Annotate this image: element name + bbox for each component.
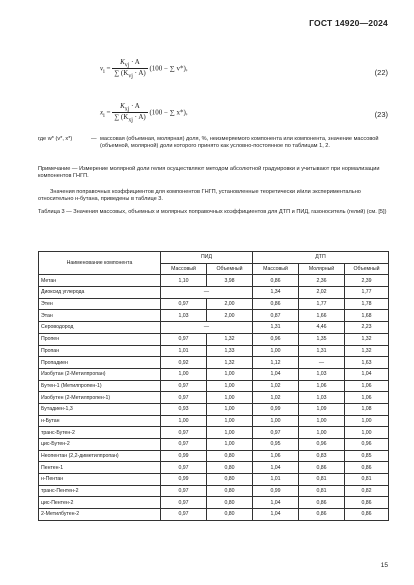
cell-name: цис-Бутен-2 bbox=[39, 439, 161, 451]
cell-dtp_v: 1,00 bbox=[345, 415, 389, 427]
cell-dtp_m: 1,04 bbox=[253, 462, 299, 474]
cell-pid_v: 0,80 bbox=[207, 485, 253, 497]
cell-name: цис-Пентен-2 bbox=[39, 497, 161, 509]
cell-pid_m: 1,00 bbox=[161, 368, 207, 380]
eq22-fraction: $\frac{K_{vj} \cdot A}{\sum (K_{vj} \cdot A)}$ bbox=[114, 58, 146, 80]
cell-dtp_v: 1,68 bbox=[345, 310, 389, 322]
cell-name: транс-Пентен-2 bbox=[39, 485, 161, 497]
cell-dtp_v: 2,23 bbox=[345, 322, 389, 334]
cell-name: Пропадиен bbox=[39, 357, 161, 369]
cell-pid_m: 0,99 bbox=[161, 450, 207, 462]
table-row bbox=[39, 474, 389, 486]
cell-dtp_m: 1,00 bbox=[253, 415, 299, 427]
cell-dtp_mol: 0,83 bbox=[299, 450, 345, 462]
eq22-den-tail: · A bbox=[132, 69, 144, 78]
cell-dtp_mol: 1,06 bbox=[299, 380, 345, 392]
cell-dtp_mol: 1,00 bbox=[299, 427, 345, 439]
table-caption: Таблица 3 — Значения массовых, объемных и молярных поправочных коэффициентов для ДТП и ПИД, газоноситель (гелий) (см. [5]) bbox=[38, 209, 387, 215]
table-row bbox=[39, 333, 389, 345]
table-row bbox=[39, 322, 389, 334]
standard-header: ГОСТ 14920—2024 bbox=[309, 18, 388, 28]
cell-dtp_mol: 1,03 bbox=[299, 392, 345, 404]
table-row bbox=[39, 298, 389, 310]
eq23-den-sum: ∑ (K bbox=[114, 113, 129, 122]
cell-dtp_mol: 1,09 bbox=[299, 403, 345, 415]
sub-header-dtp-mass: Массовый bbox=[253, 263, 299, 275]
cell-dtp_m: 1,34 bbox=[253, 287, 299, 299]
sub-header-dtp-molar: Молярный bbox=[299, 263, 345, 275]
col-header-pid: ПИД bbox=[161, 252, 253, 264]
cell-dtp_m: 1,02 bbox=[253, 380, 299, 392]
table-row bbox=[39, 345, 389, 357]
cell-pid_m: 0,97 bbox=[161, 392, 207, 404]
cell-pid_v: 1,00 bbox=[207, 427, 253, 439]
eq22-num-tail: · A bbox=[129, 58, 140, 66]
cell-dtp_v: 0,85 bbox=[345, 450, 389, 462]
cell-pid_m: 0,97 bbox=[161, 497, 207, 509]
table-row bbox=[39, 368, 389, 380]
equation-23: $x_i$ = $\frac{K_{xj} \cdot A}{\sum (K_{xj} \cdot A)}$ (100 − ∑ x*), bbox=[100, 102, 188, 124]
cell-pid_v: 2,00 bbox=[207, 310, 253, 322]
note-paragraph: Примечание — Измерение молярной доли гелия осуществляют методом абсолютной градуировки и учитывают при нормализации компонентов ГНГП. bbox=[38, 166, 380, 180]
cell-dtp_mol: 1,66 bbox=[299, 310, 345, 322]
table-row bbox=[39, 287, 389, 299]
table-row bbox=[39, 450, 389, 462]
cell-name: Этен bbox=[39, 298, 161, 310]
cell-pid_v: 1,00 bbox=[207, 392, 253, 404]
cell-dtp_v: 0,86 bbox=[345, 497, 389, 509]
cell-dtp_v: 1,08 bbox=[345, 403, 389, 415]
table-row bbox=[39, 380, 389, 392]
coefficients-table bbox=[38, 251, 389, 521]
cell-dtp_m: 0,87 bbox=[253, 310, 299, 322]
cell-dtp_v: 1,32 bbox=[345, 345, 389, 357]
cell-dtp_m: 1,06 bbox=[253, 450, 299, 462]
cell-pid_v: 1,00 bbox=[207, 403, 253, 415]
cell-name: Этан bbox=[39, 310, 161, 322]
cell-pid_v: 1,00 bbox=[207, 439, 253, 451]
eq23-num-sub: xj bbox=[124, 106, 130, 113]
cell-name: Пентен-1 bbox=[39, 462, 161, 474]
cell-dtp_v: 1,06 bbox=[345, 392, 389, 404]
eq22-num-sub: vj bbox=[124, 62, 130, 69]
cell-pid_m: 0,97 bbox=[161, 298, 207, 310]
cell-dtp_v: 0,82 bbox=[345, 485, 389, 497]
eq23-fraction: $\frac{K_{xj} \cdot A}{\sum (K_{xj} \cdot A)}$ bbox=[114, 102, 146, 124]
cell-dtp_m: 0,99 bbox=[253, 485, 299, 497]
cell-pid_m: 0,97 bbox=[161, 380, 207, 392]
cell-pid_m: 0,97 bbox=[161, 462, 207, 474]
table-row bbox=[39, 275, 389, 287]
cell-name: н-Бутан bbox=[39, 415, 161, 427]
cell-dtp_m: 1,12 bbox=[253, 357, 299, 369]
col-header-name: Наименование компонента bbox=[39, 252, 161, 275]
cell-dtp_v: 1,77 bbox=[345, 287, 389, 299]
eq23-den-tail: · A bbox=[132, 113, 144, 122]
cell-dtp_mol: 1,31 bbox=[299, 345, 345, 357]
cell-pid_v: 0,80 bbox=[207, 450, 253, 462]
cell-dtp_mol: 2,36 bbox=[299, 275, 345, 287]
table-row bbox=[39, 462, 389, 474]
cell-dtp_mol: 1,03 bbox=[299, 368, 345, 380]
cell-dtp_m: 1,04 bbox=[253, 497, 299, 509]
cell-dtp_v: 1,78 bbox=[345, 298, 389, 310]
cell-pid_m: — bbox=[161, 287, 253, 299]
cell-dtp_mol: 0,96 bbox=[299, 439, 345, 451]
cell-dtp_v: 1,00 bbox=[345, 427, 389, 439]
cell-dtp_m: 0,86 bbox=[253, 275, 299, 287]
cell-dtp_v: 2,39 bbox=[345, 275, 389, 287]
where-lhs: где w* (v*, x*) bbox=[38, 136, 73, 142]
cell-pid_v: 1,32 bbox=[207, 357, 253, 369]
eq23-tail: (100 − ∑ x*), bbox=[149, 108, 188, 117]
cell-dtp_m: 1,02 bbox=[253, 392, 299, 404]
cell-pid_v: 0,80 bbox=[207, 509, 253, 521]
table-row bbox=[39, 310, 389, 322]
sub-header-pid-vol: Объемный bbox=[207, 263, 253, 275]
table-row bbox=[39, 427, 389, 439]
eq22-den-sum: ∑ (K bbox=[114, 69, 129, 78]
eq23-num: K bbox=[120, 102, 125, 110]
cell-dtp_mol: 2,02 bbox=[299, 287, 345, 299]
cell-dtp_m: 1,04 bbox=[253, 509, 299, 521]
cell-pid_m: 0,97 bbox=[161, 439, 207, 451]
eq22-lhs: v bbox=[100, 64, 104, 73]
table-row bbox=[39, 357, 389, 369]
cell-pid_m: 0,97 bbox=[161, 427, 207, 439]
cell-name: Пропен bbox=[39, 333, 161, 345]
cell-dtp_mol: 1,35 bbox=[299, 333, 345, 345]
cell-dtp_v: 1,04 bbox=[345, 368, 389, 380]
cell-dtp_mol: 0,81 bbox=[299, 485, 345, 497]
equation-22: $v_i$ = $\frac{K_{vj} \cdot A}{\sum (K_{vj} \cdot A)}$ (100 − ∑ v*), bbox=[100, 58, 188, 80]
cell-dtp_v: 1,63 bbox=[345, 357, 389, 369]
cell-pid_m: 1,00 bbox=[161, 415, 207, 427]
cell-name: Сероводород bbox=[39, 322, 161, 334]
cell-pid_m: 0,99 bbox=[161, 474, 207, 486]
page-number: 15 bbox=[380, 562, 388, 569]
cell-name: 2-Метилбутен-2 bbox=[39, 509, 161, 521]
eq22-number: (22) bbox=[374, 68, 388, 77]
table-row bbox=[39, 392, 389, 404]
cell-pid_v: 0,80 bbox=[207, 474, 253, 486]
cell-dtp_m: 0,95 bbox=[253, 439, 299, 451]
eq22-tail: (100 − ∑ v*), bbox=[149, 64, 188, 73]
cell-dtp_mol: 0,86 bbox=[299, 462, 345, 474]
cell-pid_v: 1,32 bbox=[207, 333, 253, 345]
cell-pid_v: 2,00 bbox=[207, 298, 253, 310]
cell-dtp_m: 1,00 bbox=[253, 345, 299, 357]
cell-name: Метан bbox=[39, 275, 161, 287]
table-row bbox=[39, 415, 389, 427]
cell-dtp_m: 1,31 bbox=[253, 322, 299, 334]
cell-pid_v: 0,80 bbox=[207, 462, 253, 474]
cell-pid_v: 1,00 bbox=[207, 415, 253, 427]
cell-dtp_m: 0,86 bbox=[253, 298, 299, 310]
cell-pid_m: 0,97 bbox=[161, 333, 207, 345]
cell-name: Изобутен (2-Метилпропен-1) bbox=[39, 392, 161, 404]
table-row bbox=[39, 403, 389, 415]
cell-dtp_v: 1,06 bbox=[345, 380, 389, 392]
cell-name: Пропан bbox=[39, 345, 161, 357]
cell-pid_v: 1,33 bbox=[207, 345, 253, 357]
col-header-dtp: ДТП bbox=[253, 252, 389, 264]
where-rhs: массовая (объемная, молярная) доля, %, неизмеряемого компонента или компонента, значение массовой (объемной, молярной) доли которого принято как условно-постоянное по таблицам 1, 2. bbox=[100, 136, 379, 150]
sub-header-pid-mass: Массовый bbox=[161, 263, 207, 275]
cell-dtp_m: 1,01 bbox=[253, 474, 299, 486]
cell-name: н-Пентан bbox=[39, 474, 161, 486]
cell-dtp_v: 0,81 bbox=[345, 474, 389, 486]
sub-header-dtp-vol: Объемный bbox=[345, 263, 389, 275]
table-row bbox=[39, 439, 389, 451]
cell-pid_m: 0,97 bbox=[161, 509, 207, 521]
cell-dtp_mol: — bbox=[299, 357, 345, 369]
cell-dtp_v: 1,32 bbox=[345, 333, 389, 345]
eq23-num-tail: · A bbox=[129, 102, 140, 110]
cell-dtp_mol: 1,77 bbox=[299, 298, 345, 310]
cell-name: Неопентан (2,2-диметилпропан) bbox=[39, 450, 161, 462]
cell-name: Бутадиен-1,3 bbox=[39, 403, 161, 415]
table-row bbox=[39, 485, 389, 497]
table-row bbox=[39, 509, 389, 521]
where-dash: — bbox=[91, 136, 97, 142]
cell-pid_m: — bbox=[161, 322, 253, 334]
cell-dtp_v: 0,86 bbox=[345, 509, 389, 521]
eq23-lhs: x bbox=[100, 108, 104, 117]
eq22-lhs-sub: i bbox=[103, 68, 105, 75]
cell-dtp_m: 1,04 bbox=[253, 368, 299, 380]
cell-pid_v: 0,80 bbox=[207, 497, 253, 509]
cell-pid_m: 1,10 bbox=[161, 275, 207, 287]
cell-dtp_m: 0,97 bbox=[253, 427, 299, 439]
cell-pid_m: 1,01 bbox=[161, 345, 207, 357]
eq22-num: K bbox=[120, 58, 125, 66]
intro-paragraph: Значения поправочных коэффициентов для компонентов ГНГП, установленные теоретически и/или экспериментально относительно н-бутана, приведены в таблице 3. bbox=[38, 189, 361, 203]
cell-name: Изобутан (2-Метилпропан) bbox=[39, 368, 161, 380]
eq23-number: (23) bbox=[374, 110, 388, 119]
table-row bbox=[39, 497, 389, 509]
cell-pid_m: 0,97 bbox=[161, 485, 207, 497]
cell-dtp_mol: 0,86 bbox=[299, 509, 345, 521]
cell-name: транс-Бутен-2 bbox=[39, 427, 161, 439]
cell-pid_v: 1,00 bbox=[207, 368, 253, 380]
cell-dtp_m: 0,96 bbox=[253, 333, 299, 345]
cell-dtp_m: 0,99 bbox=[253, 403, 299, 415]
cell-pid_v: 1,00 bbox=[207, 380, 253, 392]
cell-dtp_mol: 0,81 bbox=[299, 474, 345, 486]
cell-pid_m: 1,03 bbox=[161, 310, 207, 322]
cell-pid_v: 3,98 bbox=[207, 275, 253, 287]
cell-pid_m: 0,92 bbox=[161, 357, 207, 369]
cell-dtp_mol: 1,00 bbox=[299, 415, 345, 427]
cell-pid_m: 0,93 bbox=[161, 403, 207, 415]
cell-dtp_mol: 4,46 bbox=[299, 322, 345, 334]
cell-dtp_mol: 0,86 bbox=[299, 497, 345, 509]
cell-dtp_v: 0,86 bbox=[345, 462, 389, 474]
table-body bbox=[39, 275, 389, 520]
eq23-lhs-sub: i bbox=[103, 112, 105, 119]
cell-name: Бутен-1 (Метилпропен-1) bbox=[39, 380, 161, 392]
cell-name: Диоксид углерода bbox=[39, 287, 161, 299]
cell-dtp_v: 0,96 bbox=[345, 439, 389, 451]
